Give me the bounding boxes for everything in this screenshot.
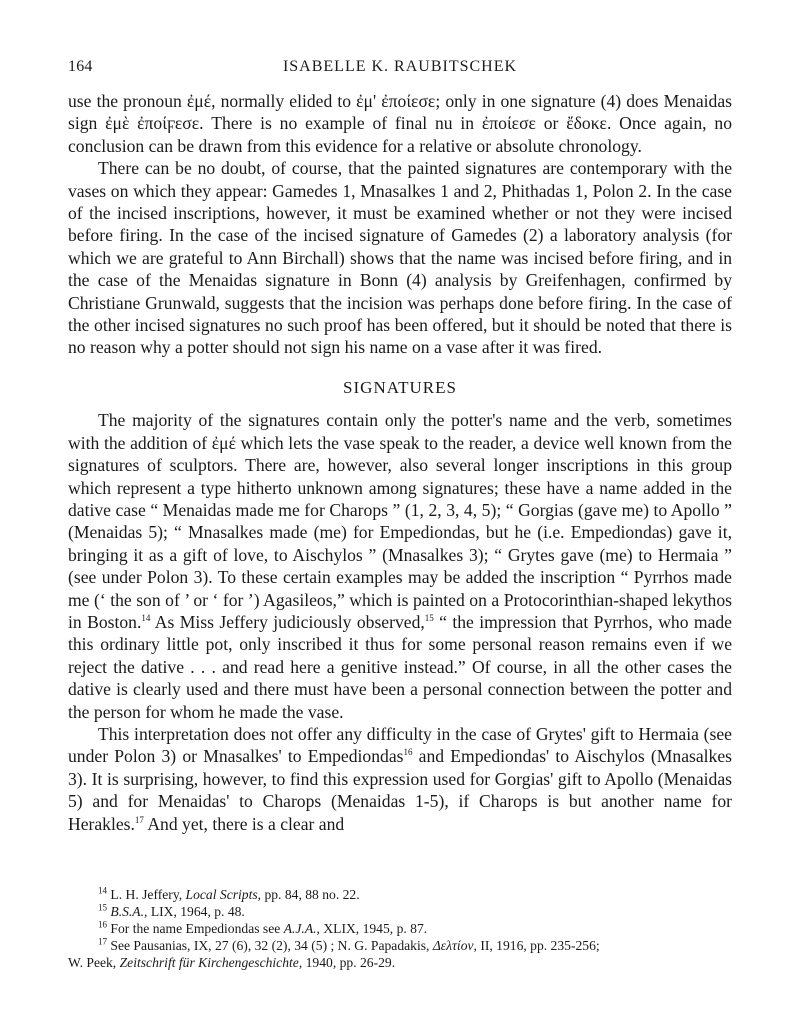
paragraph-4 bbox=[68, 723, 732, 835]
footnote-ref-16: 16 bbox=[403, 747, 413, 758]
footnote-17 bbox=[68, 937, 732, 954]
paragraph-3-text-b: As Miss Jeffery judiciously observed, bbox=[150, 611, 425, 632]
footnote-ref-17: 17 bbox=[134, 814, 144, 825]
footnote-number: 14 bbox=[98, 885, 107, 896]
paragraph-1: use the pronoun ἐμέ, normally elided to ἐμ' ἐποίεσε; only in one signature (4) does Menaidas sign ἐμὲ ἐποίϝεσε. There is no example of final nu in ἐποίεσε or ἔδοκε. Once again, no conclusion can be drawn from this evidence for a relative or absolute chronology. bbox=[68, 91, 732, 156]
footnote-text: L. H. Jeffery, bbox=[110, 887, 186, 902]
footnote-text: , XLIX, 1945, p. 87. bbox=[316, 921, 428, 936]
footnote-text: W. Peek, bbox=[68, 955, 120, 970]
footnote-number: 16 bbox=[98, 919, 107, 930]
paragraph-3-text-a: The majority of the signatures contain only the potter's name and the verb, sometimes with the addition of ἐμέ which lets the vase speak to the reader, a device well known from the signatures of sculptors. There are, however, also several longer inscriptions in this group which represent a type hitherto unknown among signatures; these have a name added in the dative case “ Menaidas made me for Charops ” (1, 2, 3, 4, 5); “ Gorgias (gave me) to Apollo ” (Menaidas 5); “ Mnasalkes made (me) for Empediondas, but he (i.e. Empediondas) gave it, bringing it as a gift of love, to Aischylos ” (Mnasalkes 3); “ Grytes gave (me) to Hermaia ” (see under Polon 3). To these certain examples may be added the inscription “ Pyrrhos made me (‘ the son of ’ or ‘ for ’) Agasileos,” which is painted on a Protocorinthian-shaped lekythos in Boston. bbox=[68, 410, 732, 632]
paragraph-2: There can be no doubt, of course, that the painted signatures are contemporary with the vases on which they appear: Gamedes 1, Mnasalkes 1 and 2, Phithadas 1, Polon 2. In the case of the incised inscriptions, however, it must be examined whether or not they were incised before firing. In the case of the incised signature of Gamedes (2) a laboratory analysis (for which we are grateful to Ann Birchall) shows that the name was incised before firing, and in the case of the Menaidas signature in Bonn (4) analysis by Greifenhagen, confirmed by Christiane Grunwald, suggests that the incision was perhaps done before firing. In the case of the other incised signatures no such proof has been offered, but it should be noted that there is no reason why a potter should not sign his name on a vase after it was fired. bbox=[68, 158, 732, 358]
footnote-text: , II, 1916, pp. 235-256; bbox=[473, 938, 600, 953]
footnote-title: A.J.A. bbox=[283, 921, 317, 936]
footnote-title: Zeitschrift für Kirchengeschichte bbox=[119, 955, 299, 970]
footnotes bbox=[68, 886, 732, 971]
footnote-number: 15 bbox=[98, 902, 107, 913]
footnote-text: , 1940, pp. 26-29. bbox=[298, 955, 396, 970]
footnote-15 bbox=[68, 903, 732, 920]
footnote-title: B.S.A. bbox=[110, 904, 145, 919]
paragraph-3 bbox=[68, 409, 732, 723]
page-number: 164 bbox=[68, 58, 93, 75]
paragraph-4-text-a: This interpretation does not offer any difficulty in the case of Grytes' gift to Hermaia (see under Polon 3) or Mnasalkes' to Empediondas bbox=[68, 723, 732, 767]
footnote-16 bbox=[68, 920, 732, 937]
footnote-text: See Pausanias, IX, 27 (6), 32 (2), 34 (5) ; N. G. Papadakis, bbox=[110, 938, 433, 953]
footnote-17-continued bbox=[68, 954, 732, 971]
paragraph-4-text-c: And yet, there is a clear and bbox=[143, 813, 345, 834]
page-header bbox=[68, 58, 732, 80]
footnote-ref-14: 14 bbox=[141, 613, 151, 624]
footnote-number: 17 bbox=[98, 936, 107, 947]
footnote-text: , pp. 84, 88 no. 22. bbox=[257, 887, 360, 902]
footnote-14 bbox=[68, 886, 732, 903]
running-title: ISABELLE K. RAUBITSCHEK bbox=[282, 58, 518, 75]
footnote-title: Δελτίον bbox=[432, 938, 474, 953]
paragraph-3-text-c: “ the impression that Pyrrhos, who made this ordinary little pot, only inscribed it thus for some personal reason remains even if we reject the dative . . . and read here a genitive instead.” Of course, in all the other cases the dative is clearly used and there must have been a personal connection between the potter and the person for whom he made the vase. bbox=[68, 611, 732, 722]
footnote-text: For the name Empediondas see bbox=[110, 921, 284, 936]
footnote-title: Local Scripts bbox=[185, 887, 258, 902]
main-text bbox=[68, 90, 732, 835]
footnote-text: , LIX, 1964, p. 48. bbox=[144, 904, 245, 919]
section-heading: SIGNATURES bbox=[343, 377, 457, 397]
footnote-ref-15: 15 bbox=[424, 613, 434, 624]
paragraph-4-text-b: and Empediondas' to Aischylos (Mnasalkes 3). It is surprising, however, to find this expression used for Gorgias' gift to Apollo (Menaidas 5) and for Menaidas' to Charops (Menaidas 1-5), if Charops is but another name for Herakles. bbox=[68, 746, 732, 834]
